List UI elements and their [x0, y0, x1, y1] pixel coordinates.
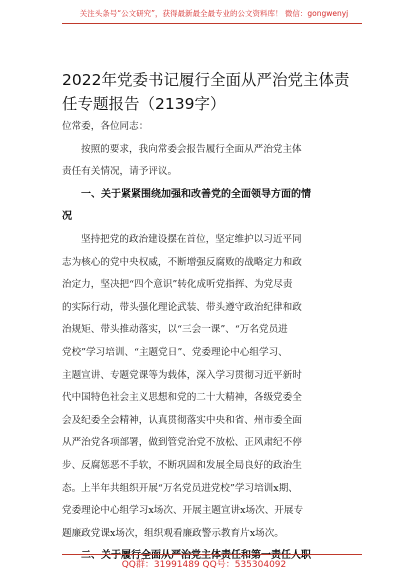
contact-info-text: QQ群：31991489 QQ号：535304092 — [121, 560, 287, 570]
body-line: 党校”学习培训、“主题党日”、党委理论中心组学习、 — [62, 346, 288, 358]
body-line: 态。上半年共组织开展“万名党员进党校”学习培训x期、 — [62, 482, 298, 494]
body-line: 党委理论中心组学习x场次、开展主题宣讲x场次、开展专 — [62, 505, 304, 517]
header-divider — [62, 23, 362, 24]
salutation: 位常委，各位同志： — [62, 121, 149, 132]
body-line: 治规矩、带头推动落实，以“三会一课”、“万名党员进 — [62, 324, 288, 336]
body-line: 步、反腐惩恶不手软，不断巩固和发展全局良好的政治生 — [62, 459, 302, 471]
footer-divider — [62, 554, 362, 555]
page-footer — [0, 554, 408, 570]
body-line: 坚持把党的政治建设摆在首位，坚定维护以习近平同 — [81, 233, 302, 245]
body-line: 的实际行动，带头强化理论武装、带头遵守政治纪律和政 — [62, 301, 302, 313]
body-line: 治定力，坚决把“四个意识”转化成听党指挥、为党尽责 — [62, 279, 293, 291]
intro-line: 按照的要求，我向常委会报告履行全面从严治党主体 — [81, 143, 302, 155]
body-line: 主题宣讲、专题党课等为载体，深入学习贯彻习近平新时 — [62, 369, 302, 381]
document-body — [62, 68, 354, 568]
body-line: 从严治党各项部署，做到管党治党不放松、正风肃纪不停 — [62, 437, 302, 449]
title-line-2: 任专题报告（2139字） — [62, 95, 226, 113]
intro-line: 责任有关情况，请予评议。 — [62, 166, 178, 178]
body-line: 代中国特色社会主义思想和党的二十大精神，各级党委全 — [62, 392, 302, 404]
title-line-1: 2022年党委书记履行全面从严治党主体责 — [62, 71, 350, 89]
document-title — [62, 68, 354, 116]
promo-banner-text: 关注头条号“公文研究”，获得最新最全最专业的公文资料库！ 微信：gongwenyj — [79, 9, 349, 18]
body-line: 志为核心的党中央权威，不断增强反腐败的战略定力和政 — [62, 256, 302, 268]
section-1-heading: 一、关于紧紧围绕加强和改善党的全面领导方面的情 — [81, 188, 311, 200]
section-2-heading: 二、关于履行全面从严治党主体责任和第一责任人职 — [81, 550, 311, 562]
body-line: 会及纪委全会精神，认真贯彻落实中央和省、州市委全面 — [62, 414, 302, 426]
section-1-heading-cont: 况 — [62, 211, 72, 223]
body-line: 题廉政党课x场次，组织观看廉政警示教育片x场次。 — [62, 527, 284, 539]
page-header — [0, 0, 408, 44]
